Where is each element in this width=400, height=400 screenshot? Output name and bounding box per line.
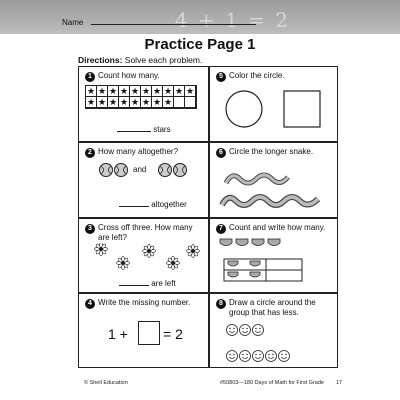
star-icon: ★: [130, 97, 140, 107]
page-title: Practice Page 1: [144, 36, 256, 53]
footer-right: #50803—180 Days of Math for First Grade: [220, 380, 324, 386]
star-icon: ★: [141, 97, 151, 107]
teacup-icon: [220, 239, 232, 246]
teacup-icon: [252, 239, 264, 246]
star-icon: ★: [152, 97, 162, 107]
name-line[interactable]: [91, 24, 256, 25]
problem-prompt: Color the circle.: [229, 71, 285, 80]
smiley-faces: [220, 322, 330, 366]
flower-icon[interactable]: [95, 243, 108, 255]
problem-number: 1: [85, 72, 95, 82]
problem-8: [210, 294, 337, 368]
flower-icon[interactable]: [187, 245, 200, 258]
flower-icon[interactable]: [117, 257, 130, 270]
problem-number: 2: [85, 148, 95, 158]
star-icon: ★: [86, 86, 96, 96]
smiley-icon: [240, 325, 251, 336]
star-icon: ★: [163, 86, 173, 96]
tennis-ball-icon: [174, 164, 187, 177]
teacup-icon: [268, 239, 280, 246]
tennis-ball-icon: [159, 164, 172, 177]
problem-prompt: Count how many.: [98, 71, 160, 80]
page-number: 17: [336, 380, 343, 386]
teacup-icon: [250, 272, 260, 277]
star-icon: ★: [130, 86, 140, 96]
star-icon: ★: [97, 97, 107, 107]
problem-number: 7: [216, 224, 226, 234]
directions-label: Directions:: [78, 55, 123, 65]
name-row: [62, 18, 256, 27]
smiley-icon: [240, 351, 251, 362]
square-shape[interactable]: [284, 91, 320, 127]
problem-number: 4: [85, 299, 95, 309]
teacup-icon: [228, 272, 238, 277]
star-icon: ★: [174, 86, 184, 96]
shapes: [218, 87, 333, 132]
header-band: [0, 0, 400, 34]
answer-label: stars: [153, 125, 171, 134]
problem-number: 5: [216, 72, 226, 82]
problem-prompt: Circle the longer snake.: [229, 147, 314, 156]
tennis-ball-icon: [115, 164, 128, 177]
teacups: [216, 233, 336, 289]
problem-1: [79, 67, 206, 141]
tennis-balls: [97, 160, 197, 180]
joiner-word: and: [133, 165, 147, 174]
snakes: [216, 159, 336, 217]
problem-prompt: Draw a circle around the group that has less.: [229, 298, 316, 317]
teacup-icon: [228, 261, 238, 266]
star-icon: ★: [152, 86, 162, 96]
smiley-icon: [227, 325, 238, 336]
answer-label: altogether: [151, 200, 187, 209]
smiley-icon: [253, 325, 264, 336]
smiley-icon: [266, 351, 277, 362]
answer-line[interactable]: [117, 125, 171, 134]
problem-number: 6: [216, 148, 226, 158]
answer-label: are left: [151, 279, 176, 288]
problem-4: [79, 294, 206, 368]
directions: [78, 55, 202, 65]
problem-prompt: How many altogether?: [98, 147, 179, 156]
problem-prompt: Cross off three. How many are left?: [98, 223, 193, 242]
empty-cell: [185, 97, 196, 108]
problem-prompt: Count and write how many.: [229, 223, 326, 232]
star-icon: ★: [86, 97, 96, 107]
problem-number: 3: [85, 224, 95, 234]
problem-sheet: [78, 66, 338, 368]
smiley-icon: [279, 351, 290, 362]
problem-5: [210, 67, 337, 141]
star-icon: ★: [119, 86, 129, 96]
problem-prompt: Write the missing number.: [98, 298, 191, 307]
star-icon: ★: [97, 86, 107, 96]
circle-shape[interactable]: [226, 91, 262, 127]
missing-number-box[interactable]: [138, 321, 160, 345]
answer-line[interactable]: [119, 200, 187, 209]
star-grid: [85, 85, 197, 109]
smiley-icon: [253, 351, 264, 362]
empty-cell: [174, 97, 185, 108]
smiley-icon: [227, 351, 238, 362]
name-label: Name: [62, 18, 84, 27]
equation-left: 1 +: [108, 326, 128, 342]
tennis-ball-icon: [100, 164, 113, 177]
footer-left: © Shell Education: [84, 380, 128, 386]
teacup-icon: [250, 261, 260, 266]
star-icon: ★: [185, 86, 195, 96]
star-icon: ★: [163, 97, 173, 107]
star-icon: ★: [141, 86, 151, 96]
problem-3: [79, 219, 206, 293]
flower-icon[interactable]: [143, 245, 156, 258]
answer-line[interactable]: [119, 279, 176, 288]
star-icon: ★: [119, 97, 129, 107]
header-decoration: 4 + 1 = 2: [174, 8, 290, 32]
equation-right: = 2: [163, 326, 183, 342]
problem-6: [210, 143, 337, 217]
star-icon: ★: [108, 97, 118, 107]
flower-icon[interactable]: [167, 257, 180, 270]
star-icon: ★: [108, 86, 118, 96]
problem-number: 8: [216, 299, 226, 309]
flowers: [93, 243, 203, 273]
teacup-icon: [236, 239, 248, 246]
problem-2: [79, 143, 206, 217]
problem-7: [210, 219, 337, 293]
directions-text: Solve each problem.: [124, 55, 203, 65]
